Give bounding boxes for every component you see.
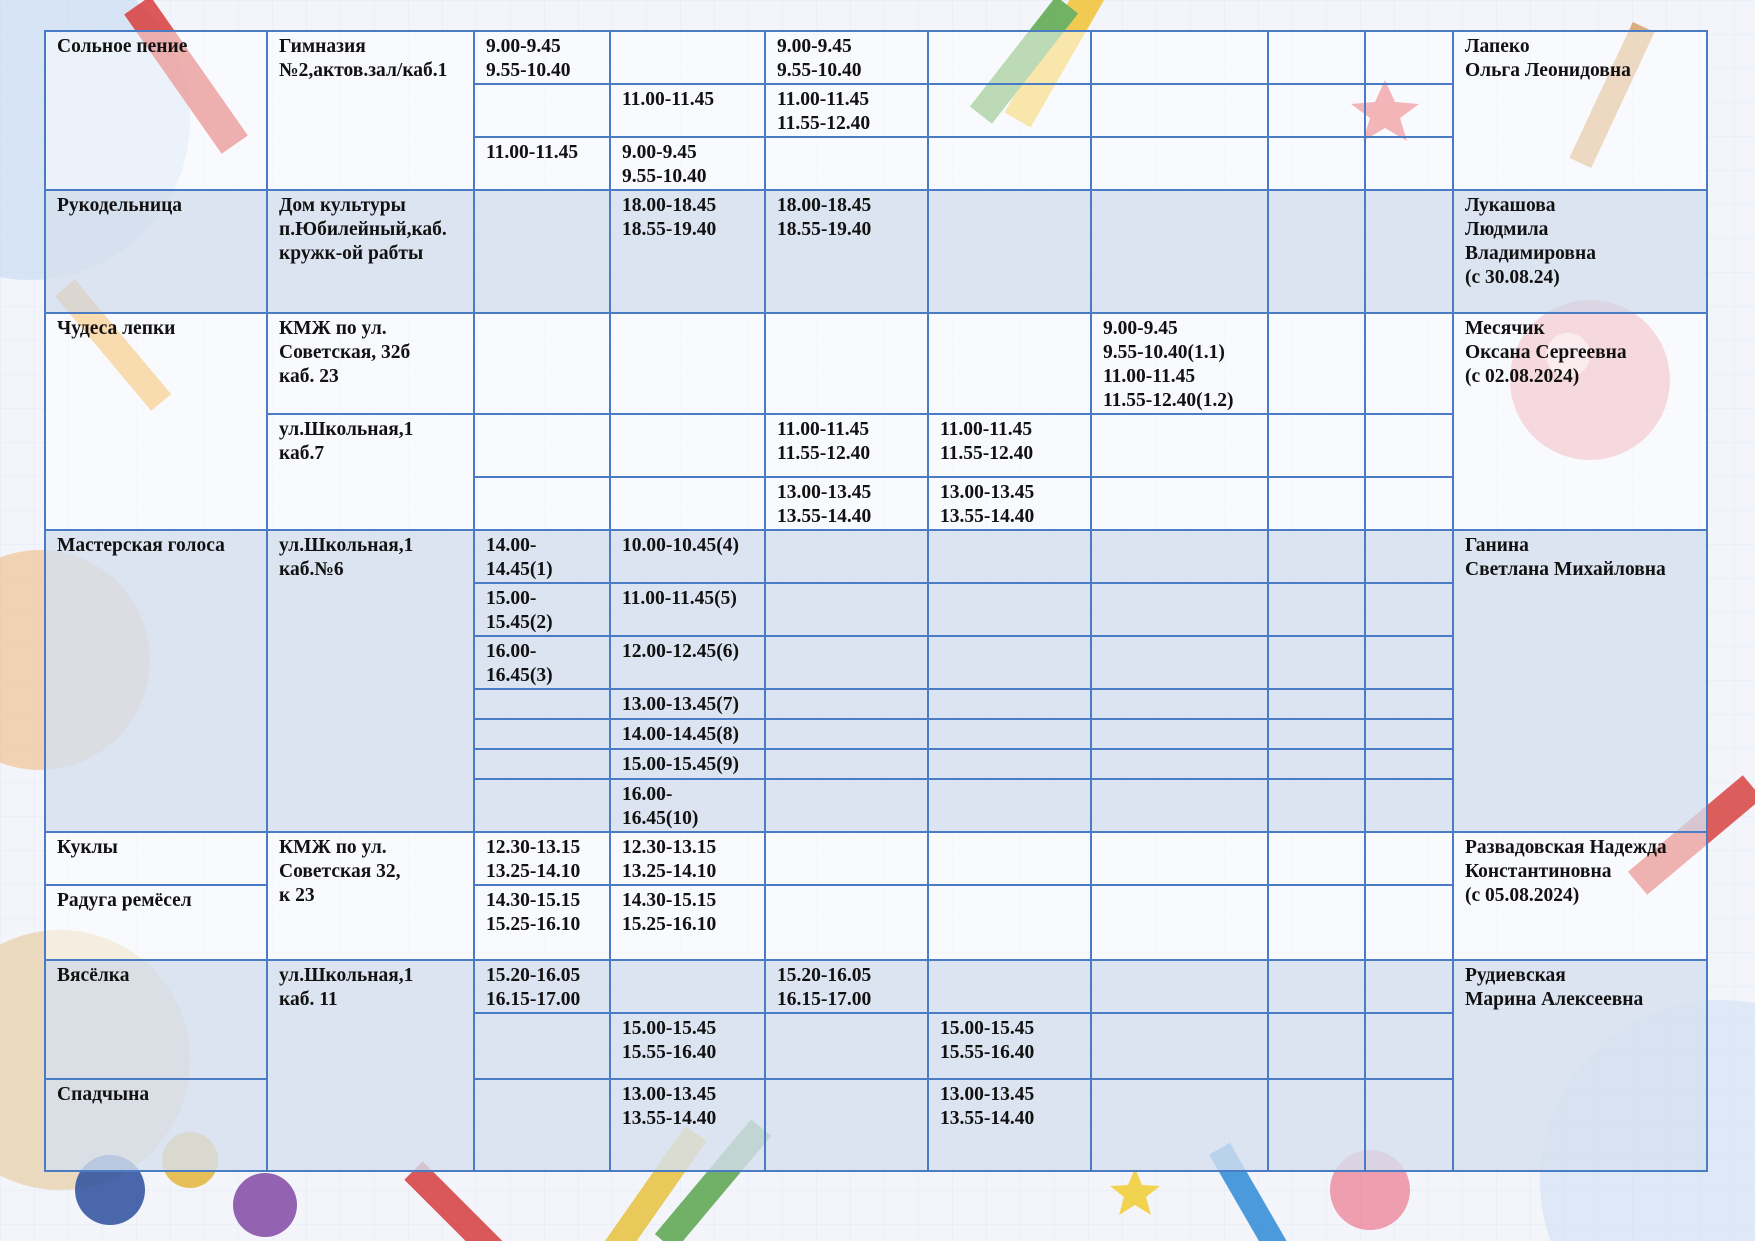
table-cell bbox=[1268, 477, 1365, 530]
table-cell bbox=[928, 832, 1091, 885]
table-cell bbox=[1091, 689, 1268, 719]
table-cell bbox=[1365, 960, 1453, 1013]
table-cell: Куклы bbox=[45, 832, 267, 885]
table-row bbox=[45, 313, 1707, 414]
table-cell bbox=[1091, 31, 1268, 84]
table-cell bbox=[765, 1013, 928, 1079]
table-cell bbox=[1365, 885, 1453, 960]
table-cell bbox=[1091, 583, 1268, 636]
table-cell bbox=[1365, 832, 1453, 885]
table-cell: 9.00-9.45 9.55-10.40 bbox=[765, 31, 928, 84]
table-cell: 14.00- 14.45(1) bbox=[474, 530, 610, 583]
table-cell: Месячик Оксана Сергеевна (с 02.08.2024) bbox=[1453, 313, 1707, 530]
table-cell bbox=[1268, 1013, 1365, 1079]
table-cell bbox=[1365, 313, 1453, 414]
table-cell: 13.00-13.45 13.55-14.40 bbox=[928, 1079, 1091, 1171]
table-cell: 12.30-13.15 13.25-14.10 bbox=[610, 832, 765, 885]
table-cell: Гимназия №2,актов.зал/каб.1 bbox=[267, 31, 474, 190]
table-cell bbox=[1365, 636, 1453, 689]
table-cell: 16.00- 16.45(3) bbox=[474, 636, 610, 689]
table-cell bbox=[765, 719, 928, 749]
table-cell bbox=[474, 84, 610, 137]
table-cell: ул.Школьная,1 каб. 11 bbox=[267, 960, 474, 1171]
table-cell bbox=[474, 1079, 610, 1171]
table-cell bbox=[1268, 749, 1365, 779]
table-cell: 15.00-15.45 15.55-16.40 bbox=[928, 1013, 1091, 1079]
table-cell: Спадчына bbox=[45, 1079, 267, 1171]
table-cell bbox=[474, 779, 610, 832]
table-cell bbox=[1365, 719, 1453, 749]
table-cell bbox=[1268, 832, 1365, 885]
table-cell: 18.00-18.45 18.55-19.40 bbox=[610, 190, 765, 313]
table-cell bbox=[1091, 779, 1268, 832]
table-cell: 10.00-10.45(4) bbox=[610, 530, 765, 583]
table-cell: 15.00- 15.45(2) bbox=[474, 583, 610, 636]
table-cell bbox=[1268, 84, 1365, 137]
table-cell bbox=[765, 779, 928, 832]
table-cell bbox=[1091, 84, 1268, 137]
table-cell bbox=[928, 137, 1091, 190]
table-cell bbox=[928, 749, 1091, 779]
table-cell bbox=[1365, 1013, 1453, 1079]
table-cell: Ганина Светлана Михайловна bbox=[1453, 530, 1707, 832]
table-cell bbox=[928, 583, 1091, 636]
table-cell: 14.30-15.15 15.25-16.10 bbox=[610, 885, 765, 960]
table-cell bbox=[1091, 1013, 1268, 1079]
table-cell: ул.Школьная,1 каб.7 bbox=[267, 414, 474, 530]
table-cell: ул.Школьная,1 каб.№6 bbox=[267, 530, 474, 832]
table-cell bbox=[928, 779, 1091, 832]
table-cell bbox=[1365, 477, 1453, 530]
table-cell bbox=[928, 689, 1091, 719]
table-cell bbox=[1091, 190, 1268, 313]
table-cell: 9.00-9.45 9.55-10.40 bbox=[474, 31, 610, 84]
table-cell bbox=[1365, 530, 1453, 583]
table-cell bbox=[1268, 719, 1365, 749]
table-cell: Рудиевская Марина Алексеевна bbox=[1453, 960, 1707, 1171]
table-cell bbox=[1091, 749, 1268, 779]
table-cell bbox=[928, 31, 1091, 84]
table-cell: 11.00-11.45 bbox=[610, 84, 765, 137]
table-cell bbox=[1365, 84, 1453, 137]
table-cell bbox=[1268, 137, 1365, 190]
table-cell bbox=[1268, 779, 1365, 832]
table-cell bbox=[474, 414, 610, 477]
table-cell bbox=[928, 636, 1091, 689]
table-cell bbox=[1365, 583, 1453, 636]
table-cell bbox=[474, 477, 610, 530]
table-cell: 11.00-11.45 11.55-12.40 bbox=[765, 84, 928, 137]
table-cell: 9.00-9.45 9.55-10.40 bbox=[610, 137, 765, 190]
table-cell bbox=[1365, 779, 1453, 832]
table-cell bbox=[765, 1079, 928, 1171]
table-cell bbox=[1268, 414, 1365, 477]
table-cell bbox=[474, 313, 610, 414]
table-cell: 11.00-11.45 bbox=[474, 137, 610, 190]
table-cell: 14.00-14.45(8) bbox=[610, 719, 765, 749]
table-cell bbox=[928, 885, 1091, 960]
table-cell bbox=[765, 636, 928, 689]
schedule-table bbox=[44, 30, 1708, 1172]
table-cell: 13.00-13.45 13.55-14.40 bbox=[610, 1079, 765, 1171]
table-cell: 14.30-15.15 15.25-16.10 bbox=[474, 885, 610, 960]
table-cell bbox=[1268, 960, 1365, 1013]
table-cell bbox=[1091, 1079, 1268, 1171]
table-cell bbox=[928, 530, 1091, 583]
table-cell: 13.00-13.45 13.55-14.40 bbox=[765, 477, 928, 530]
table-cell bbox=[1365, 31, 1453, 84]
table-cell: Мастерская голоса bbox=[45, 530, 267, 832]
table-cell bbox=[1268, 583, 1365, 636]
table-cell bbox=[1268, 190, 1365, 313]
table-cell bbox=[765, 313, 928, 414]
schedule-body bbox=[45, 31, 1707, 1171]
table-cell bbox=[610, 477, 765, 530]
table-cell bbox=[474, 689, 610, 719]
table-cell: 15.00-15.45 15.55-16.40 bbox=[610, 1013, 765, 1079]
table-row bbox=[45, 190, 1707, 313]
table-cell bbox=[1268, 1079, 1365, 1171]
table-cell: Дом культуры п.Юбилейный,каб. кружк-ой рабты bbox=[267, 190, 474, 313]
table-cell: 12.00-12.45(6) bbox=[610, 636, 765, 689]
table-cell: 18.00-18.45 18.55-19.40 bbox=[765, 190, 928, 313]
table-cell bbox=[765, 530, 928, 583]
table-cell bbox=[474, 749, 610, 779]
table-cell bbox=[1091, 960, 1268, 1013]
table-cell bbox=[1091, 137, 1268, 190]
table-cell bbox=[474, 719, 610, 749]
table-cell bbox=[765, 583, 928, 636]
table-cell bbox=[1268, 31, 1365, 84]
table-cell bbox=[1091, 832, 1268, 885]
table-cell: КМЖ по ул. Советская, 32б каб. 23 bbox=[267, 313, 474, 414]
table-cell: Вясёлка bbox=[45, 960, 267, 1079]
table-cell bbox=[1091, 719, 1268, 749]
table-cell bbox=[1365, 190, 1453, 313]
table-cell bbox=[1268, 885, 1365, 960]
table-row bbox=[45, 31, 1707, 84]
table-cell: КМЖ по ул. Советская 32, к 23 bbox=[267, 832, 474, 960]
table-cell: 11.00-11.45 11.55-12.40 bbox=[765, 414, 928, 477]
table-cell bbox=[474, 1013, 610, 1079]
table-row bbox=[45, 530, 1707, 583]
table-cell: 9.00-9.45 9.55-10.40(1.1) 11.00-11.45 11.55-12.40(1.2) bbox=[1091, 313, 1268, 414]
table-cell bbox=[928, 313, 1091, 414]
table-cell bbox=[1091, 414, 1268, 477]
table-cell bbox=[1365, 749, 1453, 779]
table-cell: 15.00-15.45(9) bbox=[610, 749, 765, 779]
table-cell bbox=[610, 414, 765, 477]
table-cell: 15.20-16.05 16.15-17.00 bbox=[765, 960, 928, 1013]
table-cell bbox=[610, 31, 765, 84]
table-cell: 11.00-11.45 11.55-12.40 bbox=[928, 414, 1091, 477]
table-cell bbox=[1091, 636, 1268, 689]
table-cell bbox=[1365, 1079, 1453, 1171]
table-cell bbox=[474, 190, 610, 313]
table-cell bbox=[928, 84, 1091, 137]
table-cell: 13.00-13.45(7) bbox=[610, 689, 765, 719]
table-cell bbox=[1365, 689, 1453, 719]
table-cell bbox=[765, 832, 928, 885]
table-cell: 13.00-13.45 13.55-14.40 bbox=[928, 477, 1091, 530]
table-cell: Развадовская Надежда Константиновна (с 05.08.2024) bbox=[1453, 832, 1707, 960]
table-cell bbox=[765, 885, 928, 960]
table-cell bbox=[1091, 530, 1268, 583]
table-cell: Чудеса лепки bbox=[45, 313, 267, 530]
table-cell bbox=[1268, 636, 1365, 689]
table-cell bbox=[765, 749, 928, 779]
table-cell bbox=[765, 137, 928, 190]
table-row bbox=[45, 960, 1707, 1013]
table-cell: 11.00-11.45(5) bbox=[610, 583, 765, 636]
table-cell bbox=[1268, 313, 1365, 414]
table-cell bbox=[1091, 477, 1268, 530]
table-cell bbox=[1365, 414, 1453, 477]
table-cell bbox=[1091, 885, 1268, 960]
table-cell bbox=[1268, 530, 1365, 583]
table-cell bbox=[765, 689, 928, 719]
table-cell: Рукодельница bbox=[45, 190, 267, 313]
table-cell: Радуга ремёсел bbox=[45, 885, 267, 960]
table-cell bbox=[928, 719, 1091, 749]
table-cell: Лукашова Людмила Владимировна (с 30.08.24) bbox=[1453, 190, 1707, 313]
table-cell bbox=[610, 960, 765, 1013]
table-cell bbox=[928, 190, 1091, 313]
table-cell: 12.30-13.15 13.25-14.10 bbox=[474, 832, 610, 885]
table-cell: 16.00- 16.45(10) bbox=[610, 779, 765, 832]
table-cell: Сольное пение bbox=[45, 31, 267, 190]
table-cell bbox=[1365, 137, 1453, 190]
table-cell bbox=[610, 313, 765, 414]
table-cell: 15.20-16.05 16.15-17.00 bbox=[474, 960, 610, 1013]
table-cell: Лапеко Ольга Леонидовна bbox=[1453, 31, 1707, 190]
table-cell bbox=[928, 960, 1091, 1013]
table-row bbox=[45, 832, 1707, 885]
table-cell bbox=[1268, 689, 1365, 719]
